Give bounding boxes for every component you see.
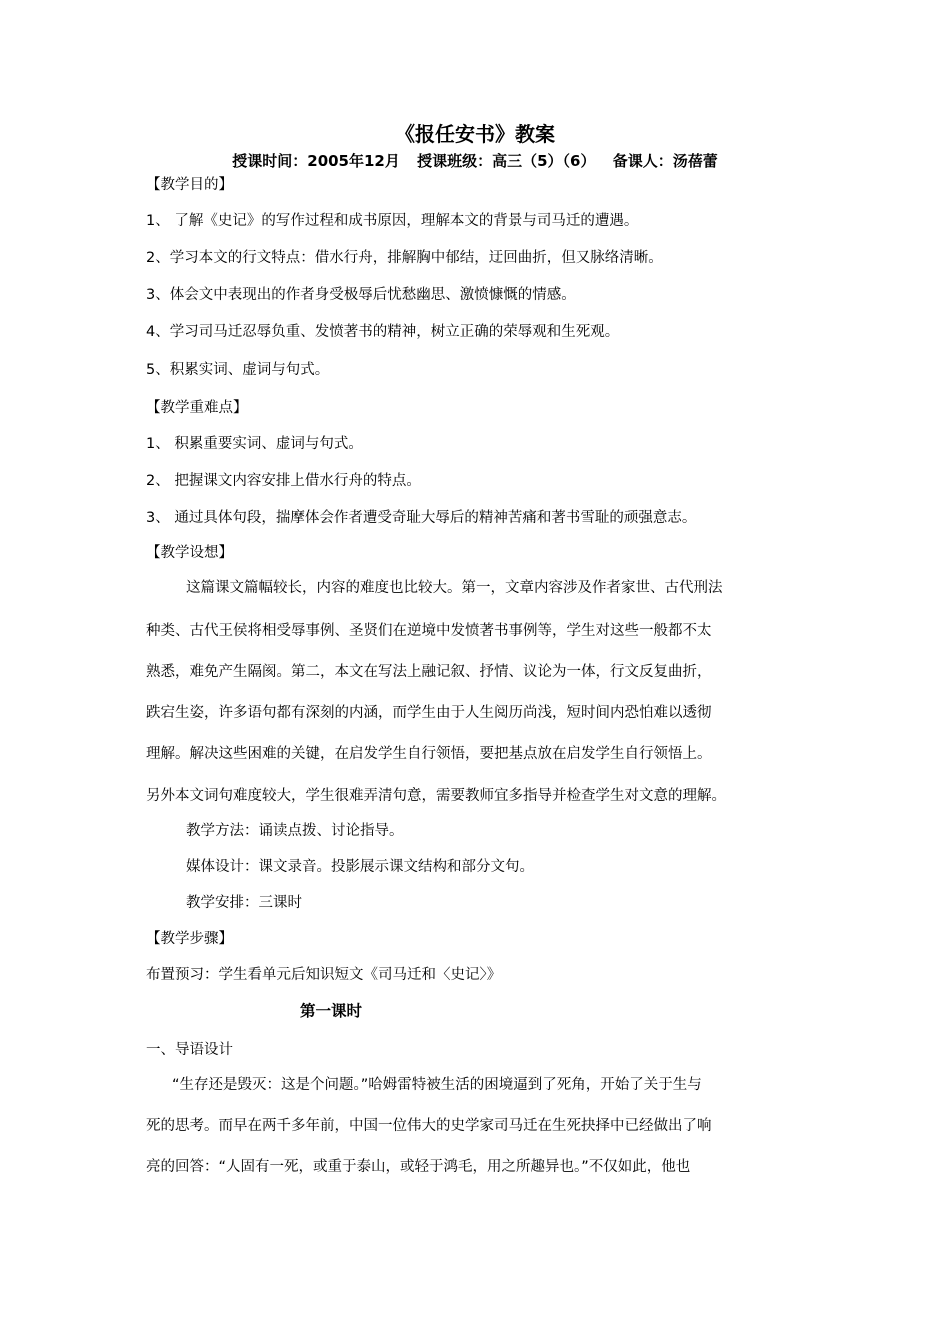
key-points-heading: 【教学重难点】 (146, 400, 248, 416)
preview-assignment: 布置预习：学生看单元后知识短文《司马迁和〈史记〉》 (146, 967, 502, 983)
intro-paragraph-line: “生存还是毁灭：这是个问题。”哈姆雷特被生活的困境逼到了死角，开始了关于生与 (172, 1077, 702, 1093)
objective-item: 5、积累实词、虚词与句式。 (146, 362, 330, 378)
design-paragraph-line: 跌宕生姿，许多语句都有深刻的内涵，而学生由于人生阅历尚浅，短时间内恐怕难以透彻 (146, 705, 712, 721)
objective-item: 3、体会文中表现出的作者身受极辱后忧愁幽思、激愤慷慨的情感。 (146, 287, 576, 303)
media-design: 媒体设计：课文录音。投影展示课文结构和部分文句。 (186, 859, 534, 875)
key-point-item: 2、 把握课文内容安排上借水行舟的特点。 (146, 473, 421, 489)
meta-author: 备课人：汤蓓蕾 (612, 152, 718, 170)
design-paragraph-line: 熟悉，难免产生隔阂。第二，本文在写法上融记叙、抒情、议论为一体，行文反复曲折， (146, 664, 712, 680)
design-heading: 【教学设想】 (146, 545, 233, 561)
objectives-heading: 【教学目的】 (146, 177, 233, 193)
intro-paragraph-line: 亮的回答：“人固有一死，或重于泰山，或轻于鸿毛，用之所趣异也。”不仅如此，他也 (146, 1159, 691, 1175)
objective-item: 1、 了解《史记》的写作过程和成书原因，理解本文的背景与司马迁的遭遇。 (146, 213, 639, 229)
design-paragraph-line: 另外本文词句难度较大，学生很难弄清句意，需要教师宜多指导并检查学生对文意的理解。 (146, 788, 726, 804)
meta-class: 授课班级：高三（5）（6） (417, 152, 596, 170)
objective-item: 2、学习本文的行文特点：借水行舟，排解胸中郁结，迂回曲折，但又脉络清晰。 (146, 250, 663, 266)
intro-paragraph-line: 死的思考。而早在两千多年前，中国一位伟大的史学家司马迁在生死抉择中已经做出了响 (146, 1118, 712, 1134)
key-point-item: 3、 通过具体句段，揣摩体会作者遭受奇耻大辱后的精神苦痛和著书雪耻的顽强意志。 (146, 510, 697, 526)
intro-heading: 一、导语设计 (146, 1042, 233, 1058)
meta-time: 授课时间：2005年12月 (232, 152, 400, 170)
objective-item: 4、学习司马迁忍辱负重、发愤著书的精神，树立正确的荣辱观和生死观。 (146, 324, 620, 340)
design-paragraph-line: 种类、古代王侯将相受辱事例、圣贤们在逆境中发愤著书事例等，学生对这些一般都不太 (146, 623, 712, 639)
teaching-method: 教学方法：诵读点拨、讨论指导。 (186, 823, 404, 839)
document-title: 《报任安书》教案 (395, 122, 555, 146)
teaching-schedule: 教学安排：三课时 (186, 895, 302, 911)
key-point-item: 1、 积累重要实词、虚词与句式。 (146, 436, 363, 452)
design-paragraph-line: 这篇课文篇幅较长，内容的难度也比较大。第一，文章内容涉及作者家世、古代刑法 (186, 580, 723, 596)
lesson-one-heading: 第一课时 (300, 1002, 363, 1020)
document-meta (0, 150, 950, 172)
design-paragraph-line: 理解。解决这些困难的关键，在启发学生自行领悟，要把基点放在启发学生自行领悟上。 (146, 746, 712, 762)
steps-heading: 【教学步骤】 (146, 931, 233, 947)
